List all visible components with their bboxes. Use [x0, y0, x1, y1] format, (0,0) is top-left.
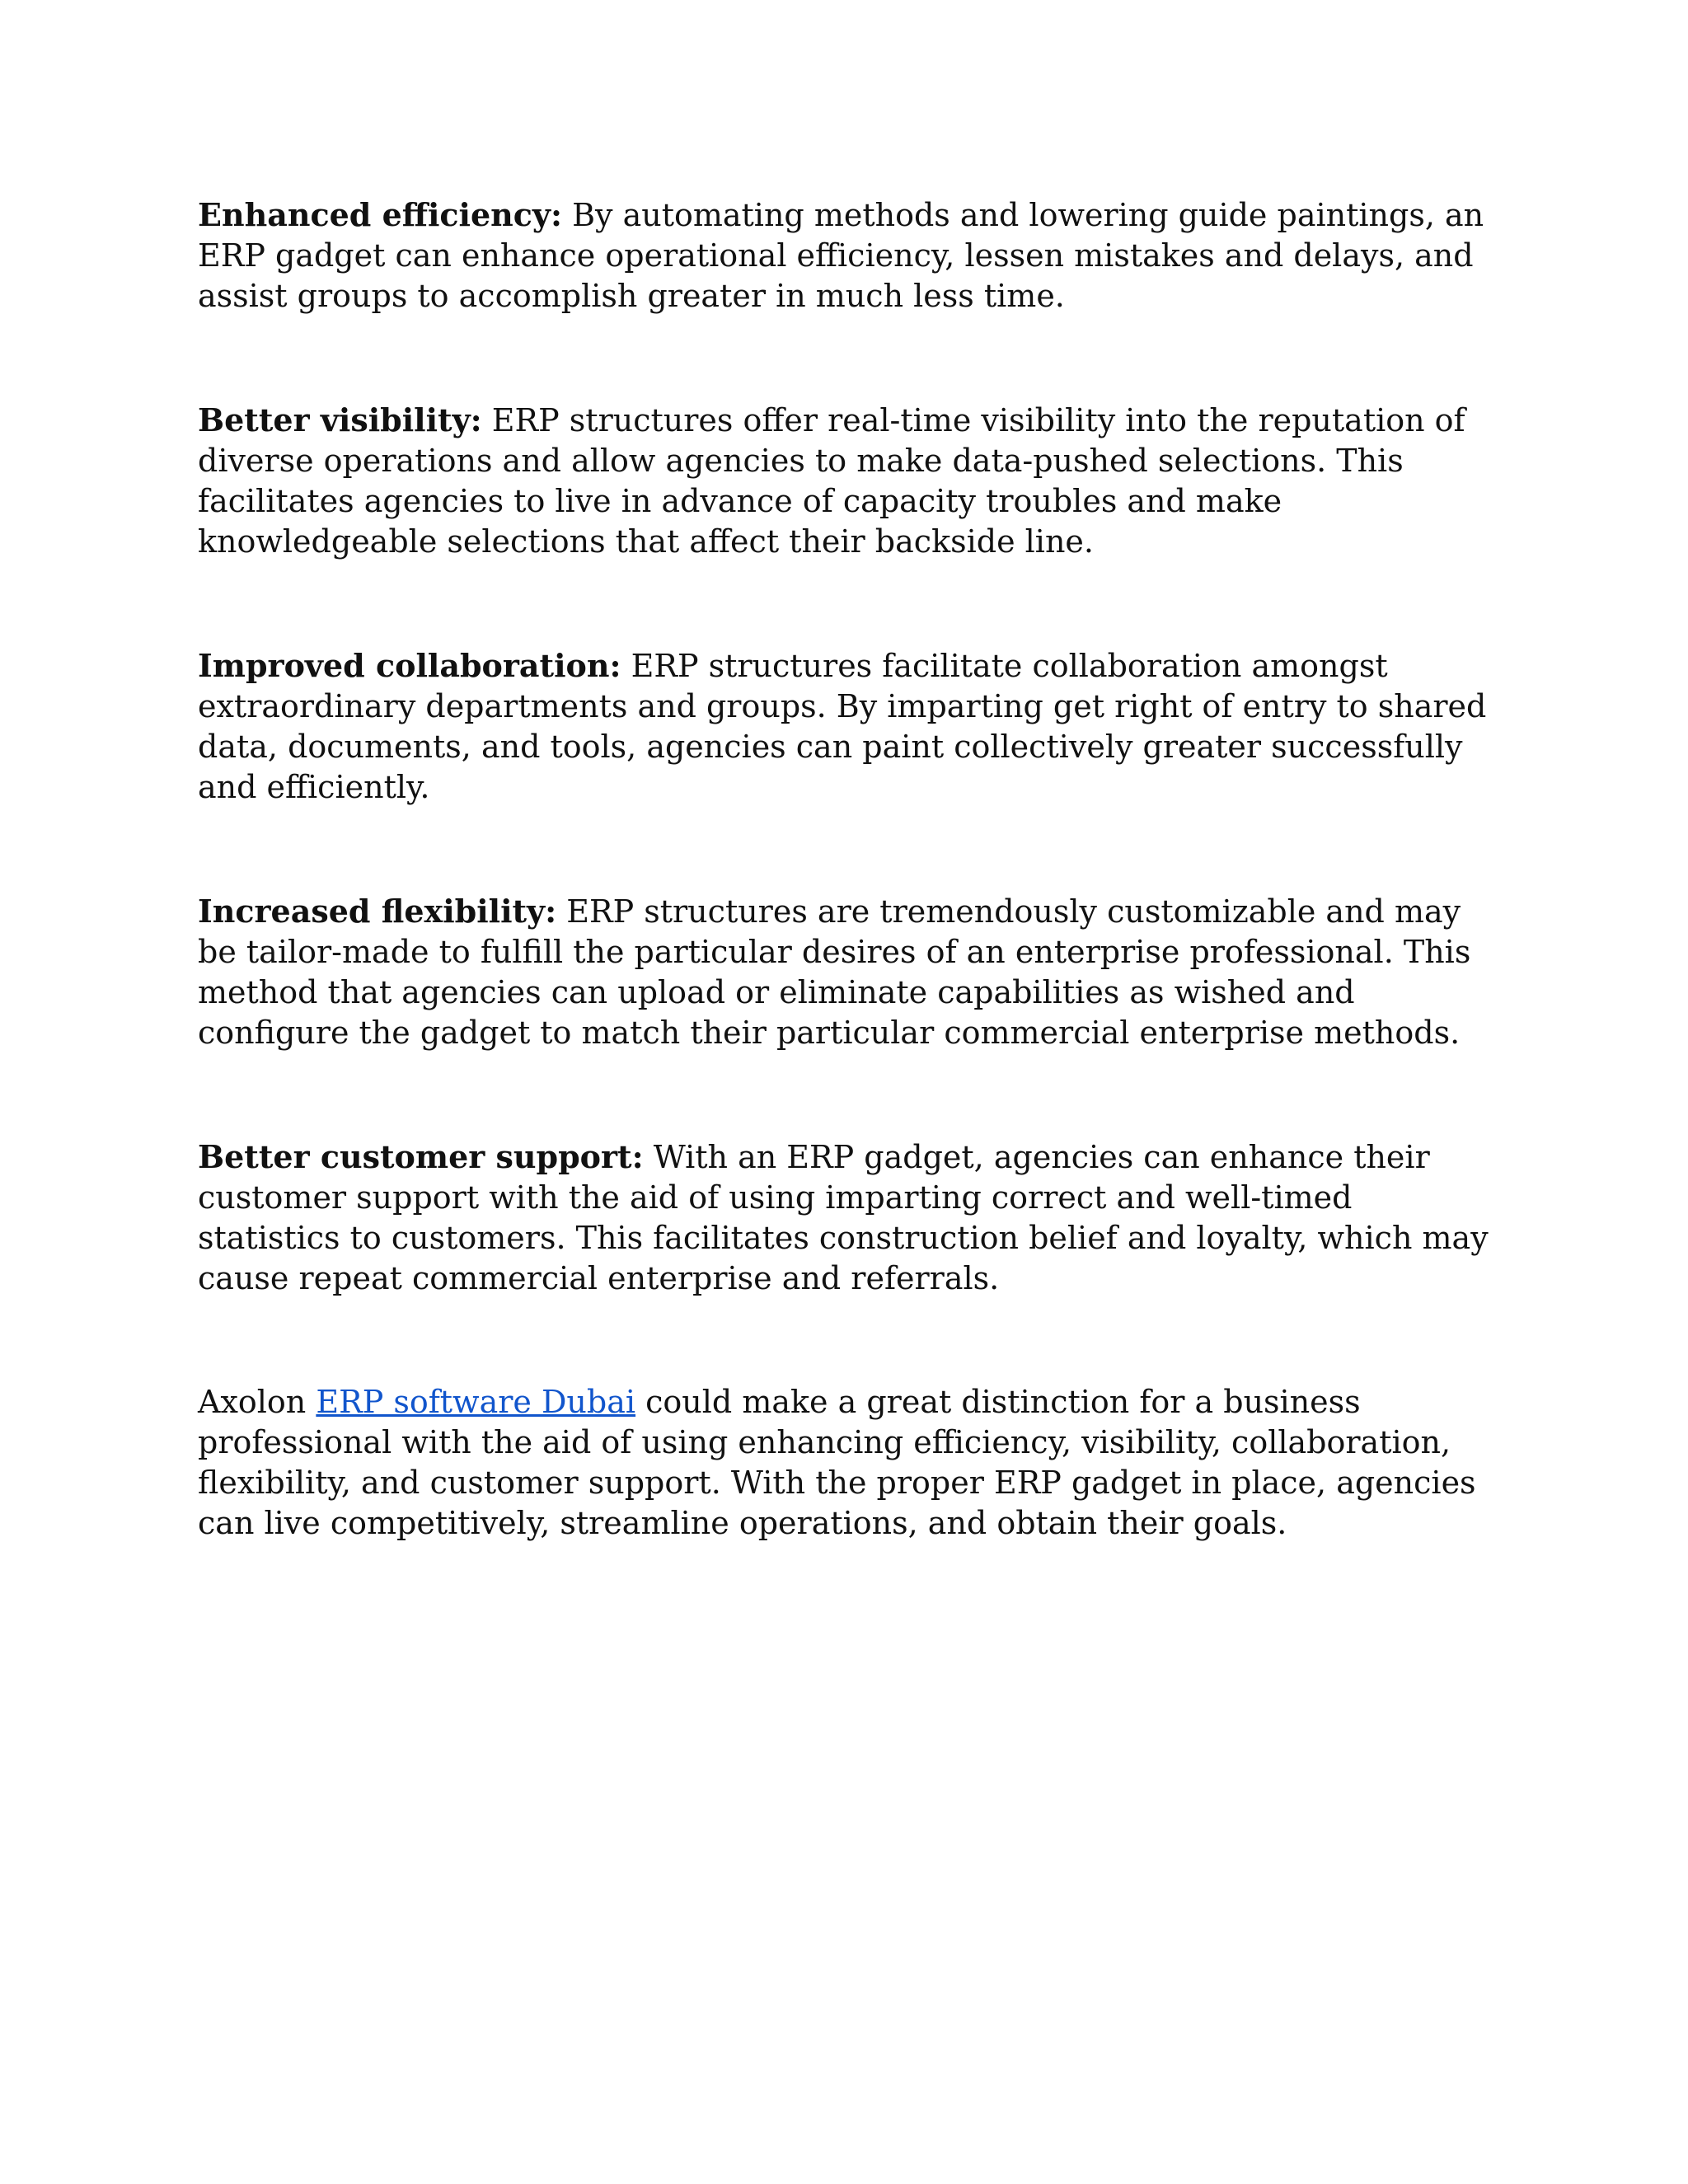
- paragraph-term: Enhanced efficiency:: [198, 196, 563, 233]
- paragraph-text: ERP structures are tremendously customizable and may be tailor-made to fulfill the particular desires of an enterprise professional. This method that agencies can upload or eliminate capabilities as wished and configure the gadget to match their particular commercial enterprise methods.: [198, 893, 1471, 1051]
- paragraph-improved-collaboration: [198, 645, 1500, 808]
- conclusion-text-before: Axolon: [198, 1384, 316, 1420]
- paragraph-text: With an ERP gadget, agencies can enhance their customer support with the aid of using imparting correct and well-timed statistics to customers. This facilitates construction belief and loyalty, which may cause repeat commercial enterprise and referrals.: [198, 1139, 1489, 1296]
- paragraph-term: Better customer support:: [198, 1138, 644, 1175]
- paragraph-better-visibility: [198, 400, 1500, 562]
- paragraph-enhanced-efficiency: [198, 194, 1500, 316]
- document-body: [198, 194, 1500, 1627]
- paragraph-term: Better visibility:: [198, 401, 482, 438]
- erp-software-dubai-link[interactable]: ERP software Dubai: [316, 1384, 636, 1420]
- conclusion-text-after: could make a great distinction for a business professional with the aid of using enhancing efficiency, visibility, collaboration, flexibility, and customer support. With the proper ERP gadget in place, agencies can live competitively, streamline operations, and obtain their goals.: [198, 1384, 1476, 1541]
- paragraph-better-customer-support: [198, 1137, 1500, 1299]
- paragraph-text: ERP structures offer real-time visibility into the reputation of diverse operations and allow agencies to make data-pushed selections. This facilitates agencies to live in advance of capacity troubles and make knowledgeable selections that affect their backside line.: [198, 402, 1465, 560]
- paragraph-text: By automating methods and lowering guide paintings, an ERP gadget can enhance operational efficiency, lessen mistakes and delays, and assist groups to accomplish greater in much less time.: [198, 197, 1484, 314]
- paragraph-term: Improved collaboration:: [198, 647, 621, 684]
- paragraph-term: Increased flexibility:: [198, 893, 557, 930]
- paragraph-text: ERP structures facilitate collaboration amongst extraordinary departments and groups. By imparting get right of entry to shared data, documents, and tools, agencies can paint collectively greater successfully and efficiently.: [198, 648, 1487, 805]
- paragraph-increased-flexibility: [198, 891, 1500, 1053]
- paragraph-conclusion: [198, 1382, 1500, 1544]
